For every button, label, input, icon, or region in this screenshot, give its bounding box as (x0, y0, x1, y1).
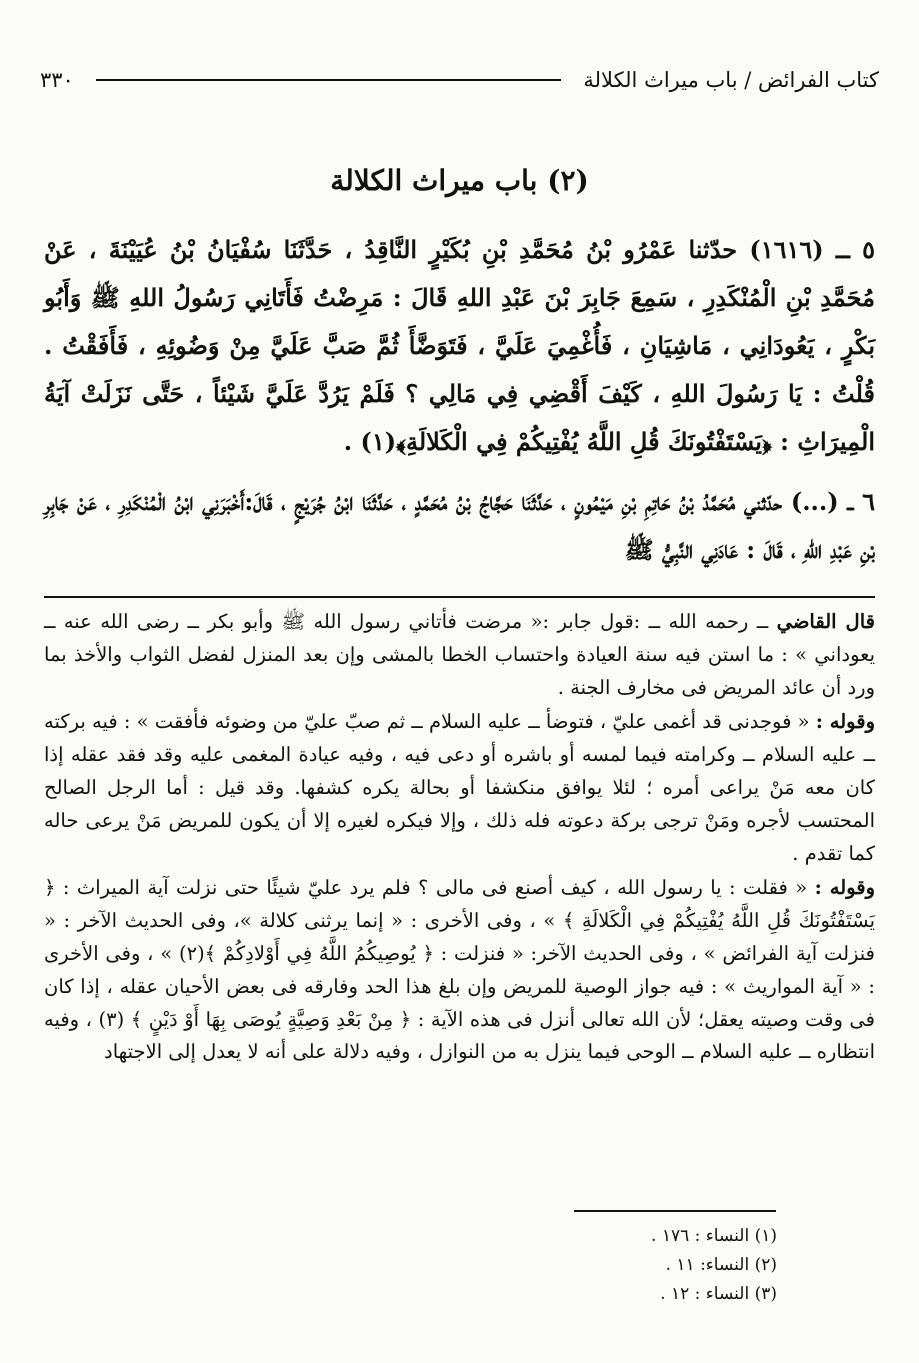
commentary-text: ــ رحمه الله ــ :قول جابر :« مرضت فأتاني رسول الله ﷺ وأبو بكر ــ رضى الله عنه ــ يعوداني » : ما استن فيه سنة العيادة واحتساب الخطا بالمشى وإن بعد المنزل لفضل الثواب والأخذ بما ورد أن عائد المريض فى مخارف الجنة . (44, 610, 875, 699)
commentary-lead: قال القاضي (776, 610, 875, 633)
header-rule (96, 79, 562, 81)
commentary-paragraph (44, 872, 875, 1069)
footnote: (٢) النساء: ١١ . (665, 1255, 777, 1275)
commentary-text: « فوجدنى قد أغمى عليّ ، فتوضأ ــ عليه السلام ــ ثم صبّ عليّ من وضوئه فأفقت » : فيه بركته ــ عليه السلام ــ وكرامته فيما لمسه أو باشره أو دعى فيه ، وفيه عيادة المغمى عليه وقد فقد عقله إذا كان معه مَنْ يراعى أمره ؛ لئلا يوافق منكشفا أو بحالة يكره كشفها. وقد قيل : أما الرجل الصالح المحتسب لأجره ومَنْ ترجى بركة دعوته فله ذلك ، وإلا فيكره لغيره إلا أن يكون للمريض مَنْ يرعى حاله كما تقدم . (44, 710, 875, 865)
running-title: كتاب الفرائض / باب ميراث الكلالة (583, 68, 879, 92)
commentary-paragraph (44, 706, 875, 870)
hadith-text: ٥ ــ (١٦١٦) حدّثنا عَمْرُو بْنُ مُحَمَّدِ بْنِ بُكَيْرٍ النَّاقِدُ ، حَدَّثَنَا سُفْيَانُ بْنُ عُيَيْنَةَ ، عَنْ مُحَمَّدِ بْنِ الْمُنْكَدِرِ ، سَمِعَ جَابِرَ بْنَ عَبْدِ اللهِ قَالَ : مَرِضْتُ فَأَتَانِي رَسُولُ اللهِ ﷺ وَأَبُو بَكْرٍ ، يَعُودَانِي ، مَاشِيَانِ ، فَأُغْمِيَ عَلَيَّ ، فَتَوَضَّأَ ثُمَّ صَبَّ عَلَيَّ مِنْ وَضُوئِهِ ، فَأَفَقْتُ . قُلْتُ : يَا رَسُولَ اللهِ ، كَيْفَ أَقْضِي فِي مَالِي ؟ فَلَمْ يَرُدَّ عَلَيَّ شَيْئاً ، حَتَّى نَزَلَتْ آيَةُ الْمِيرَاثِ : ﴿يَسْتَفْتُونَكَ قُلِ اللَّهُ يُفْتِيكُمْ فِي الْكَلالَةِ﴾(١) . (44, 235, 875, 456)
running-header (40, 62, 879, 98)
hadith-text: ٦ ــ (...) حدّثني مُحَمَّدُ بْنُ حَاتِمِ بْنِ مَيْمُونٍ ، حَدَّثَنَا حَجَّاجُ بْنُ مُحَمَّدٍ ، حَدَّثَنَا ابْنُ جُرَيْجٍ ، قَالَ:أَخْبَرَنِي ابْنُ الْمُنْكَدِرِ ، عَنْ جَابِرِ بْنِ عَبْدِ اللهِ ، قَالَ : عَادَنِي النَّبِيُّ ﷺ (44, 487, 875, 564)
commentary-text: « فقلت : يا رسول الله ، كيف أصنع فى مالى ؟ فلم يرد عليّ شيئًا حتى نزلت آية الميراث : ﴿ يَسْتَفْتُونَكَ قُلِ اللَّهُ يُفْتِيكُمْ فِي الْكَلالَةِ ﴾ » ، وفى الأخرى : « إنما يرثنى كلالة »، وفى الحديث الآخر : « فنزلت آية الفرائض » ، وفى الحديث الآخر: « فنزلت : ﴿ يُوصِيكُمُ اللَّهُ فِي أَوْلادِكُمْ ﴾(٢) » ، وفى الأخرى : « آية المواريث » : فيه جواز الوصية للمريض وإن بلغ هذا الحد وفارقه فى بعض الأحيان عقله ، إذا كان فى وقت وصيته يعقل؛ لأن الله تعالى أنزل فى هذه الآية : ﴿ مِنْ بَعْدِ وَصِيَّةٍ يُوصَى بِهَا أَوْ دَيْنٍ ﴾ (٣) ، وفيه انتظاره ــ عليه السلام ــ الوحى فيما ينزل به من النوازل ، وفيه دلالة على أنه لا يعدل إلى الاجتهاد (44, 876, 876, 1064)
footnote: (٣) النساء : ١٢ . (660, 1284, 777, 1304)
commentary-lead: وقوله : (814, 876, 876, 900)
commentary-paragraph (44, 606, 875, 704)
commentary-separator (44, 596, 875, 598)
footnotes (377, 1222, 777, 1309)
footnote: (١) النساء : ١٧٦ . (651, 1226, 777, 1246)
page-number: ٣٣٠ (40, 68, 74, 92)
commentary (44, 606, 875, 1069)
commentary-lead: وقوله : (815, 710, 875, 734)
chapter-title: (٢) باب ميراث الكلالة (330, 164, 589, 197)
footnote-separator (574, 1210, 776, 1212)
